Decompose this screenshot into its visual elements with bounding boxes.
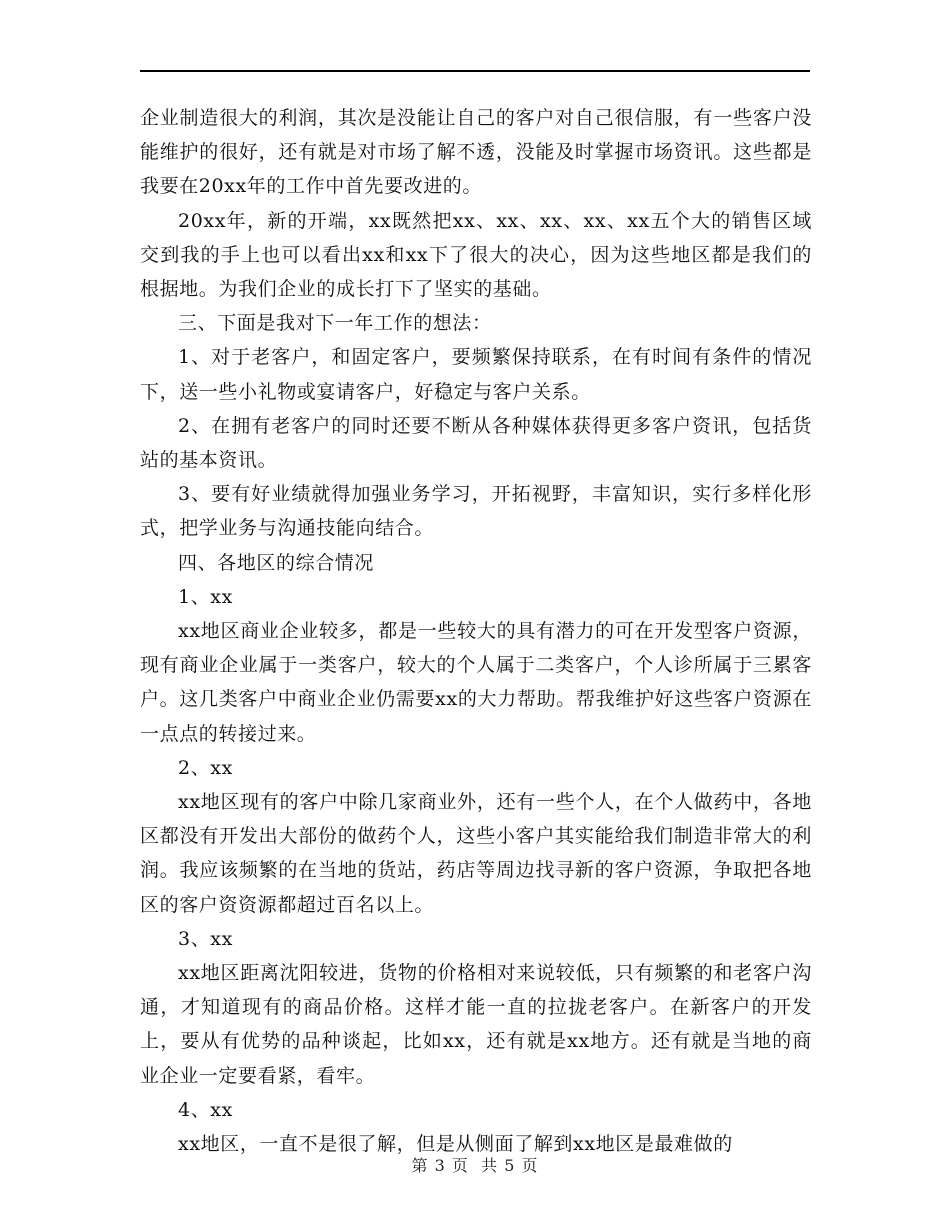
- paragraph: xx地区商业企业较多，都是一些较大的具有潜力的可在开发型客户资源，现有商业企业属于一类客户，较大的个人属于二类客户，个人诊所属于三累客户。这几类客户中商业企业仍需要xx的大力帮助。帮我维护好这些客户资源在一点点的转接过来。: [140, 620, 812, 745]
- list-item: 1、对于老客户，和固定客户，要频繁保持联系，在有时间有条件的情况下，送一些小礼物或宴请客户，好稳定与客户关系。: [140, 346, 812, 403]
- paragraph: 20xx年，新的开端，xx既然把xx、xx、xx、xx、xx五个大的销售区域交到我的手上也可以看出xx和xx下了很大的决心，因为这些地区都是我们的根据地。为我们企业的成长打下了坚实的基础。: [140, 209, 812, 301]
- footer-middle: 页 共: [451, 1156, 499, 1175]
- page-footer: [0, 1153, 950, 1176]
- subsection-heading: 3、xx: [178, 927, 233, 950]
- paragraph: xx地区距离沈阳较进，货物的价格相对来说较低，只有频繁的和老客户沟通，才知道现有的商品价格。这样才能一直的拉拢老客户。在新客户的开发上，要从有优势的品种谈起，比如xx，还有就是xx地方。还有就是当地的商业企业一定要看紧，看牢。: [140, 962, 812, 1087]
- section-heading: 三、下面是我对下一年工作的想法：: [178, 312, 492, 335]
- list-item: 2、在拥有老客户的同时还要不断从各种媒体获得更多客户资讯，包括货站的基本资讯。: [140, 414, 812, 472]
- paragraph: xx地区，一直不是很了解，但是从侧面了解到xx地区是最难做的: [178, 1133, 733, 1156]
- list-item: 3、要有好业绩就得加强业务学习，开拓视野，丰富知识，实行多样化形式，把学业务与沟通技能向结合。: [140, 483, 812, 540]
- paragraph: xx地区现有的客户中除几家商业外，还有一些个人，在个人做药中，各地区都没有开发出大部份的做药个人，这些小客户其实能给我们制造非常大的利润。我应该频繁的在当地的货站，药店等周边找寻新的客户资源，争取把各地区的客户资资源都超过百名以上。: [140, 791, 812, 916]
- header-rule: [140, 70, 810, 72]
- subsection-heading: 1、xx: [178, 585, 233, 608]
- paragraph: 企业制造很大的利润，其次是没能让自己的客户对自己很信服，有一些客户没能维护的很好，还有就是对市场了解不透，没能及时掌握市场资讯。这些都是我要在20xx年的工作中首先要改进的。: [140, 107, 812, 198]
- total-page-count: 5: [504, 1156, 516, 1175]
- body-text: [140, 101, 812, 1161]
- subsection-heading: 4、xx: [178, 1098, 233, 1121]
- footer-prefix: 第: [411, 1156, 429, 1175]
- footer-suffix: 页: [521, 1156, 539, 1175]
- section-heading: 四、各地区的综合情况: [178, 551, 375, 574]
- subsection-heading: 2、xx: [178, 756, 233, 779]
- current-page-number: 3: [434, 1156, 446, 1175]
